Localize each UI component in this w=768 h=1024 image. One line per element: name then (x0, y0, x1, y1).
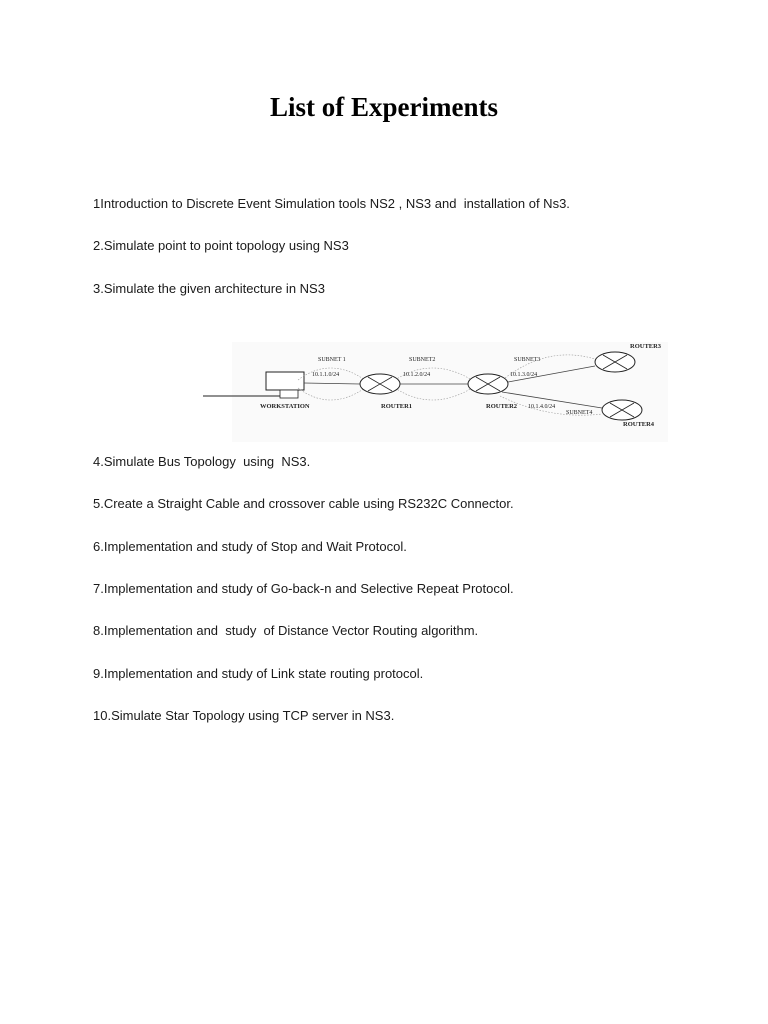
router1-label: ROUTER1 (381, 403, 413, 410)
subnet1-label: SUBNET 1 (318, 357, 346, 363)
subnet2-ip-label: 10.1.2.0/24 (403, 372, 431, 378)
network-architecture-diagram (200, 338, 670, 446)
experiment-item-8: 8.Implementation and study of Distance Vector Routing algorithm. (93, 623, 479, 638)
workstation-label: WORKSTATION (260, 403, 310, 410)
workstation-base (280, 390, 298, 398)
subnet4-label: SUBNET4 (566, 410, 593, 416)
workstation-icon (266, 372, 304, 390)
experiment-item-7: 7.Implementation and study of Go-back-n and Selective Repeat Protocol. (93, 581, 514, 596)
subnet1-ip-label: 10.1.1.0/24 (312, 372, 340, 378)
experiment-item-3: 3.Simulate the given architecture in NS3 (93, 281, 325, 296)
subnet2-label: SUBNET2 (409, 357, 436, 363)
router2-label: ROUTER2 (486, 403, 518, 410)
experiment-item-6: 6.Implementation and study of Stop and Wait Protocol. (93, 539, 407, 554)
experiment-item-5: 5.Create a Straight Cable and crossover cable using RS232C Connector. (93, 496, 514, 511)
experiment-item-10: 10.Simulate Star Topology using TCP server in NS3. (93, 708, 395, 723)
subnet3-label: SUBNET3 (514, 357, 541, 363)
subnet3-ip-label: 10.1.3.0/24 (510, 372, 538, 378)
router4-label: ROUTER4 (623, 421, 655, 428)
subnet4-ip-label: 10.1.4.0/24 (528, 404, 556, 410)
experiment-item-4: 4.Simulate Bus Topology using NS3. (93, 454, 311, 469)
experiment-item-9: 9.Implementation and study of Link state routing protocol. (93, 666, 424, 681)
experiment-item-2: 2.Simulate point to point topology using NS3 (93, 238, 349, 253)
experiment-item-1: 1Introduction to Discrete Event Simulation tools NS2 , NS3 and installation of Ns3. (93, 196, 570, 211)
router3-label: ROUTER3 (630, 343, 662, 350)
page-title: List of Experiments (270, 92, 498, 122)
